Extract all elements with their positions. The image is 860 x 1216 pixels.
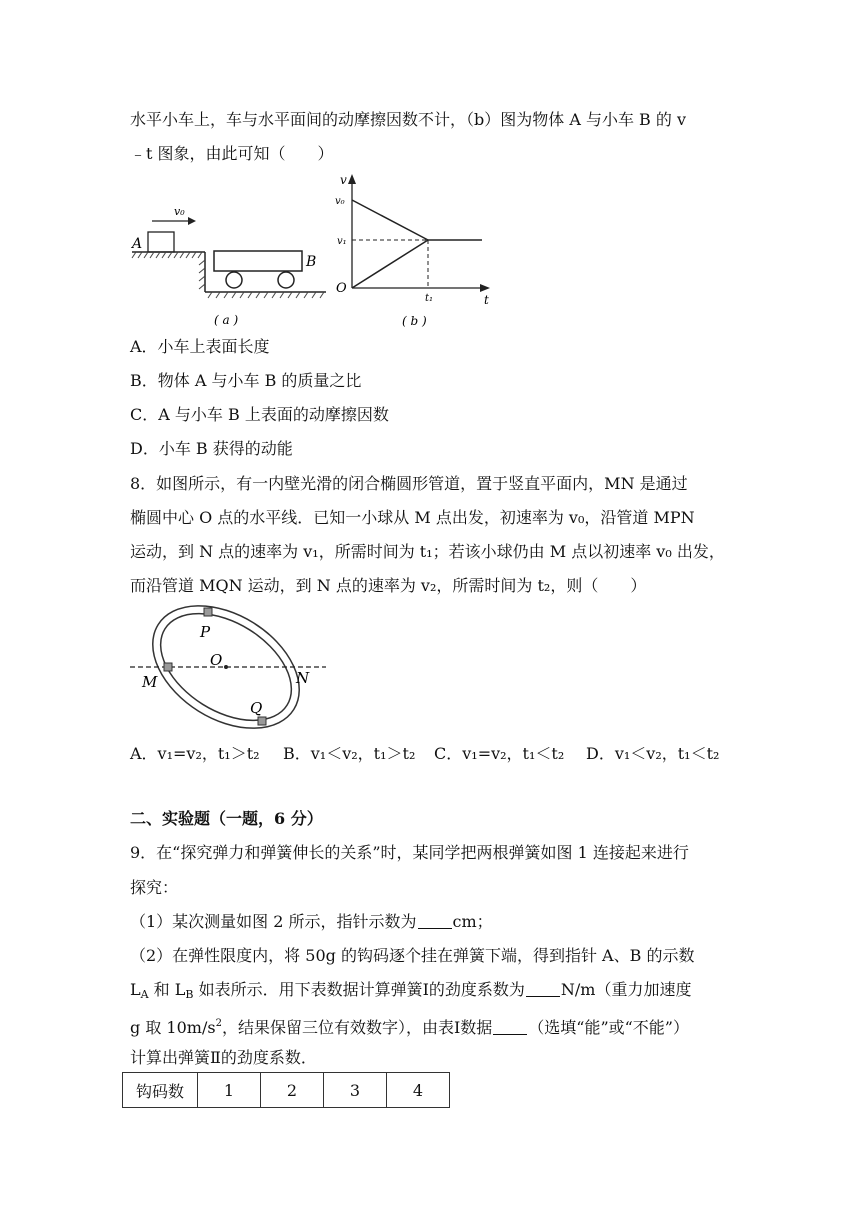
q7-option-d: D．小车 B 获得的动能 (130, 439, 293, 458)
label-P: P (200, 623, 211, 641)
table-cell: 2 (261, 1073, 324, 1108)
q7-line2: ﹣t 图象，由此可知（ ） (130, 144, 334, 163)
q9-line5-part: 和 L (148, 980, 186, 999)
caption-a: ( a ) (214, 313, 239, 327)
label-B: B (306, 254, 317, 270)
q8-option-b: B．v₁＜v₂，t₁＞t₂ (283, 744, 416, 763)
q9-line6-part: g 取 10m/s (130, 1018, 216, 1037)
q9-line2: 探究： (130, 878, 179, 897)
table-cell: 3 (324, 1073, 387, 1108)
data-table (122, 1072, 450, 1108)
q9-line5-part: L (130, 980, 141, 999)
label-Q: Q (250, 699, 263, 717)
answer-blank-2[interactable] (526, 978, 560, 997)
label-t1: t₁ (425, 293, 434, 304)
q8-option-d: D．v₁＜v₂，t₁＜t₂ (586, 744, 720, 763)
answer-blank-1[interactable] (418, 910, 452, 929)
q8-option-c: C．v₁=v₂，t₁＜t₂ (434, 744, 565, 763)
label-v0: v₀ (174, 205, 185, 218)
label-O: O (210, 651, 223, 669)
superscript-2: 2 (215, 1018, 222, 1029)
label-N: N (296, 669, 310, 687)
caption-b: ( b ) (402, 314, 427, 328)
q9-line3-unit: cm； (452, 912, 493, 931)
q9-line5-part: N/m（重力加速度 (560, 980, 692, 999)
label-A: A (132, 236, 143, 252)
q8-line1: 8．如图所示，有一内壁光滑的闭合椭圆形管道，置于竖直平面内，MN 是通过 (130, 474, 688, 493)
axis-t: t (484, 293, 489, 307)
table-row (123, 1073, 450, 1108)
table-cell: 4 (387, 1073, 450, 1108)
q8-option-a: A．v₁=v₂，t₁＞t₂ (130, 744, 260, 763)
table-header-cell: 钩码数 (123, 1073, 198, 1108)
q8-line4: 而沿管道 MQN 运动，到 N 点的速率为 v₂，所需时间为 t₂，则（ ） (130, 576, 647, 595)
q9-line5-part: 如表所示．用下表数据计算弹簧Ⅰ的劲度系数为 (193, 980, 525, 999)
subscript-b: B (185, 988, 194, 1001)
label-v0-axis: v₀ (335, 196, 345, 207)
q8-ellipse-figure (130, 605, 330, 735)
q8-line3: 运动，到 N 点的速率为 v₁，所需时间为 t₁；若该小球仍由 M 点以初速率 v₀ 出发， (130, 542, 725, 561)
label-v1-axis: v₁ (337, 236, 347, 247)
q9-line1: 9．在“探究弹力和弹簧伸长的关系”时，某同学把两根弹簧如图 1 连接起来进行 (130, 843, 689, 862)
answer-blank-3[interactable] (493, 1016, 527, 1035)
q9-line6 (130, 1007, 689, 1045)
label-M: M (142, 673, 158, 691)
section-title: 二、实验题（一题，6 分） (130, 809, 323, 828)
q7-option-c: C．A 与小车 B 上表面的动摩擦因数 (130, 405, 389, 424)
q9-line6-part: ，结果保留三位有效数字），由表Ⅰ数据 (221, 1018, 493, 1037)
axis-v: v (340, 173, 347, 187)
q7-option-b: B．物体 A 与小车 B 的质量之比 (130, 371, 362, 390)
q7-figure-b (334, 170, 494, 332)
q7-figure-a (130, 200, 330, 330)
label-O: O (336, 281, 347, 296)
q9-line4: （2）在弹性限度内，将 50g 的钩码逐个挂在弹簧下端，得到指针 A、B 的示数 (130, 946, 695, 965)
q9-line6-part: （选填“能”或“不能”） (528, 1018, 689, 1037)
table-cell: 1 (198, 1073, 261, 1108)
q7-line1: 水平小车上，车与水平面间的动摩擦因数不计，（b）图为物体 A 与小车 B 的 v (130, 110, 687, 129)
q9-line3 (130, 905, 493, 939)
subscript-a: A (140, 988, 149, 1001)
q8-line2: 椭圆中心 O 点的水平线．已知一小球从 M 点出发，初速率为 v₀，沿管道 MPN (130, 508, 695, 527)
q9-line3-text: （1）某次测量如图 2 所示，指针示数为 (130, 912, 417, 931)
q9-line7: 计算出弹簧Ⅱ的劲度系数． (130, 1048, 317, 1067)
q7-option-a: A．小车上表面长度 (130, 337, 270, 356)
